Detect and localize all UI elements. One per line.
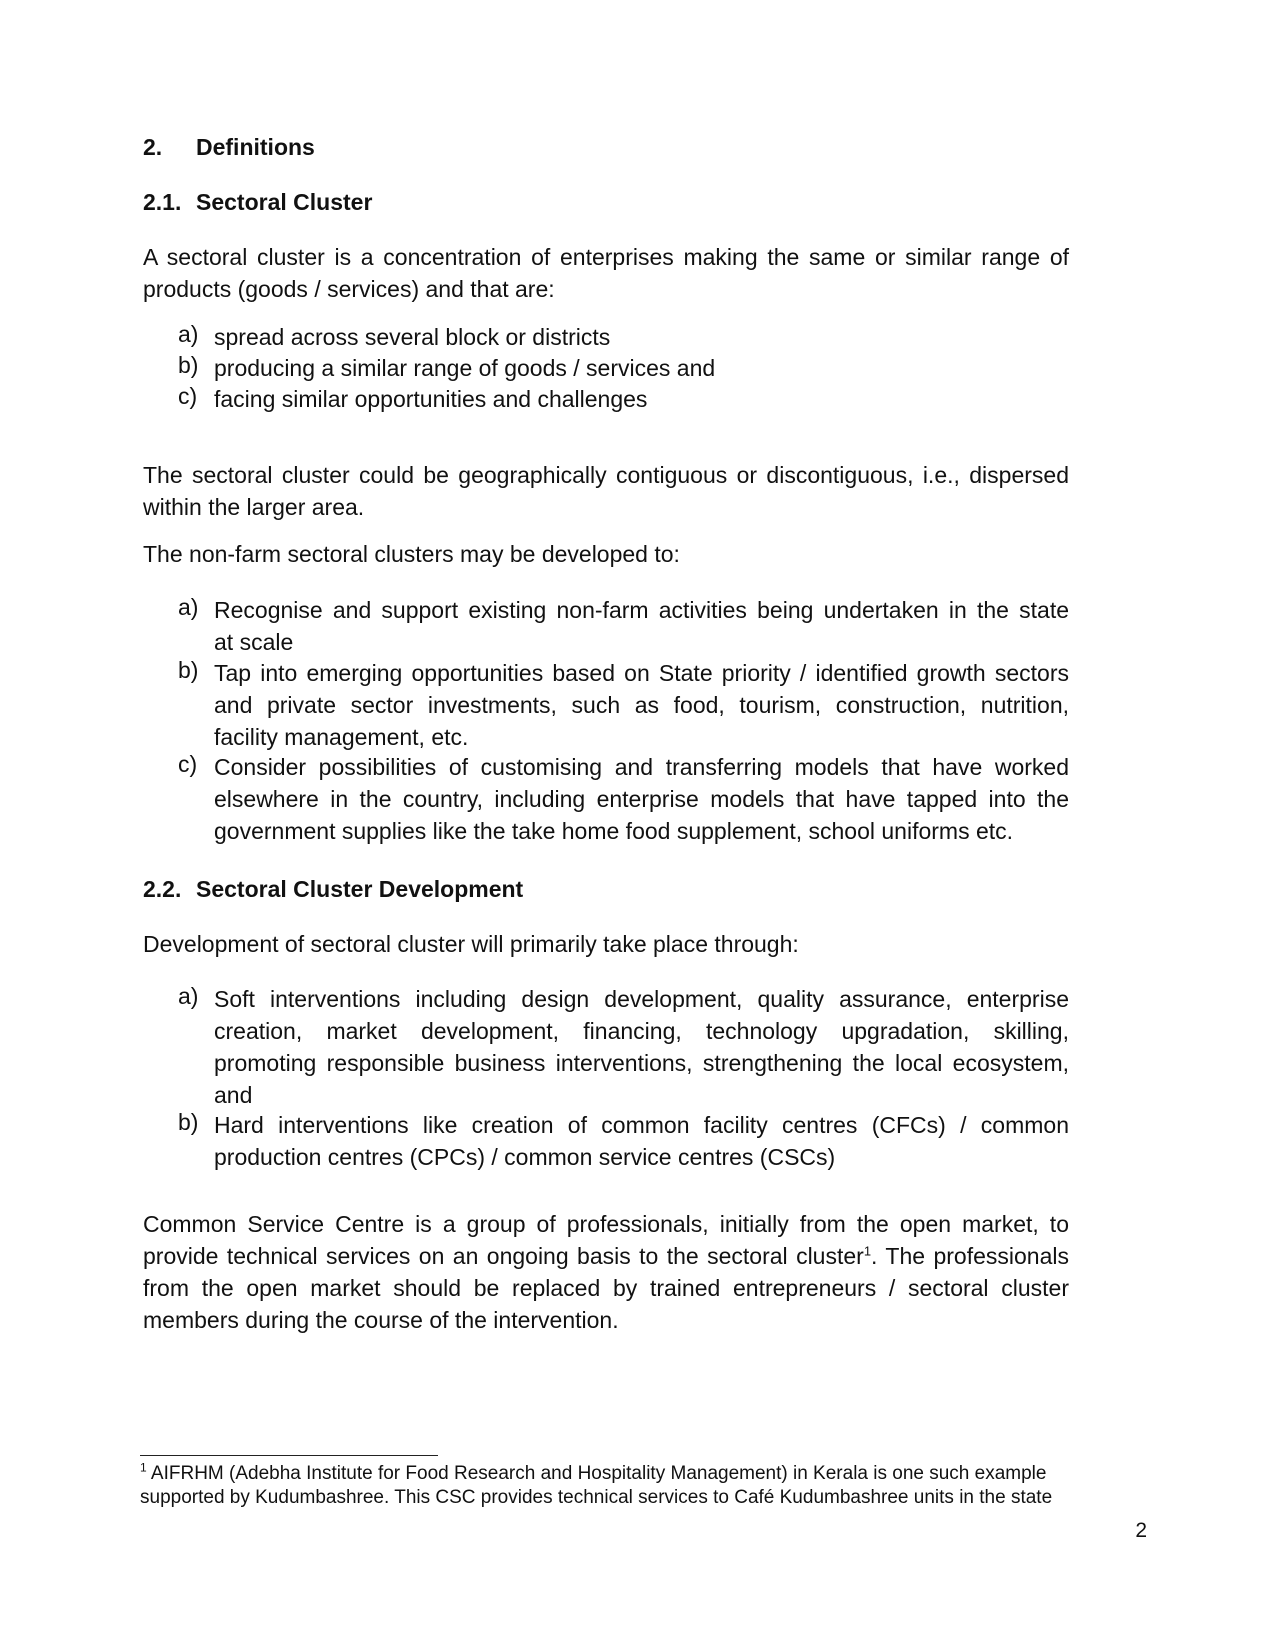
paragraph-line: A sectoral cluster is a concentration of enterprises making the same or similar range of: [143, 244, 1069, 270]
list-label: b): [178, 657, 199, 683]
paragraph-line: members during the course of the intervention.: [143, 1307, 619, 1333]
paragraph-text: provide technical services on an ongoing basis to the sectoral cluster: [143, 1243, 864, 1269]
list-label: c): [178, 383, 198, 409]
paragraph-line: within the larger area.: [143, 494, 365, 520]
list-item-line: Hard interventions like creation of common facility centres (CFCs) / common: [214, 1112, 1069, 1138]
list-label: a): [178, 983, 199, 1009]
list-item: producing a similar range of goods / services and: [214, 355, 716, 381]
section-number: 2.: [143, 134, 163, 160]
list-item-line: elsewhere in the country, including enterprise models that have tapped into the: [214, 786, 1069, 812]
footnote-text: AIFRHM (Adebha Institute for Food Research and Hospitality Management) in Kerala is one such example: [146, 1463, 1047, 1484]
paragraph-line: [143, 1240, 1069, 1272]
list-item: spread across several block or districts: [214, 324, 611, 350]
footnote-line: [140, 1462, 1046, 1486]
paragraph-intro: [143, 241, 1069, 305]
list-label: a): [178, 594, 199, 620]
list-item: [214, 983, 1069, 1111]
subsection-number: 2.1.: [143, 189, 182, 215]
list-item-line: Recognise and support existing non-farm activities being undertaken in the state: [214, 597, 1069, 623]
list-item-line: promoting responsible business interventions, strengthening the local ecosystem,: [214, 1050, 1069, 1076]
list-item-line: at scale: [214, 629, 294, 655]
list-item-line: and: [214, 1082, 253, 1108]
footnote-line: supported by Kudumbashree. This CSC provides technical services to Café Kudumbashree units in the state: [140, 1487, 1053, 1508]
list-item-line: Soft interventions including design development, quality assurance, enterprise: [214, 986, 1069, 1012]
list-item: facing similar opportunities and challenges: [214, 386, 648, 412]
subsection-title: Sectoral Cluster Development: [196, 876, 524, 902]
list-label: b): [178, 352, 199, 378]
list-label: c): [178, 751, 198, 777]
paragraph-line: Common Service Centre is a group of professionals, initially from the open market, to: [143, 1211, 1069, 1237]
subsection-number: 2.2.: [143, 876, 182, 902]
list-item-line: Consider possibilities of customising and transferring models that have worked: [214, 754, 1069, 780]
paragraph-line: products (goods / services) and that are:: [143, 276, 555, 302]
paragraph-text: . The professionals: [871, 1243, 1069, 1269]
paragraph-geography: [143, 459, 1069, 523]
list-item: [214, 657, 1069, 753]
footnote-marker: 1: [140, 1460, 147, 1475]
subsection-heading-2-1: [143, 189, 372, 216]
paragraph-common-service-centre: [143, 1208, 1069, 1336]
list-item-line: and private sector investments, such as food, tourism, construction, nutrition,: [214, 692, 1069, 718]
section-heading: [143, 134, 315, 161]
footnote-separator: [140, 1455, 438, 1456]
footnote-reference[interactable]: 1: [863, 1243, 872, 1259]
list-item: [214, 751, 1069, 847]
paragraph-line: from the open market should be replaced by trained entrepreneurs / sectoral cluster: [143, 1275, 1069, 1301]
list-item-line: creation, market development, financing, technology upgradation, skilling,: [214, 1018, 1069, 1044]
paragraph-nonfarm-intro: The non-farm sectoral clusters may be developed to:: [143, 541, 680, 567]
section-title: Definitions: [196, 134, 315, 160]
list-label: a): [178, 321, 199, 347]
list-label: b): [178, 1109, 199, 1135]
list-item-line: production centres (CPCs) / common service centres (CSCs): [214, 1144, 836, 1170]
list-item: [214, 1109, 1069, 1173]
paragraph-line: The sectoral cluster could be geographically contiguous or discontiguous, i.e., dispersed: [143, 462, 1069, 488]
subsection-title: Sectoral Cluster: [196, 189, 373, 215]
list-item: [214, 594, 1069, 658]
list-item-line: government supplies like the take home food supplement, school uniforms etc.: [214, 818, 1014, 844]
paragraph-development-intro: Development of sectoral cluster will primarily take place through:: [143, 931, 799, 957]
list-item-line: facility management, etc.: [214, 724, 469, 750]
list-item-line: Tap into emerging opportunities based on State priority / identified growth sectors: [214, 660, 1069, 686]
page-number: 2: [1135, 1519, 1147, 1542]
subsection-heading-2-2: [143, 876, 523, 903]
